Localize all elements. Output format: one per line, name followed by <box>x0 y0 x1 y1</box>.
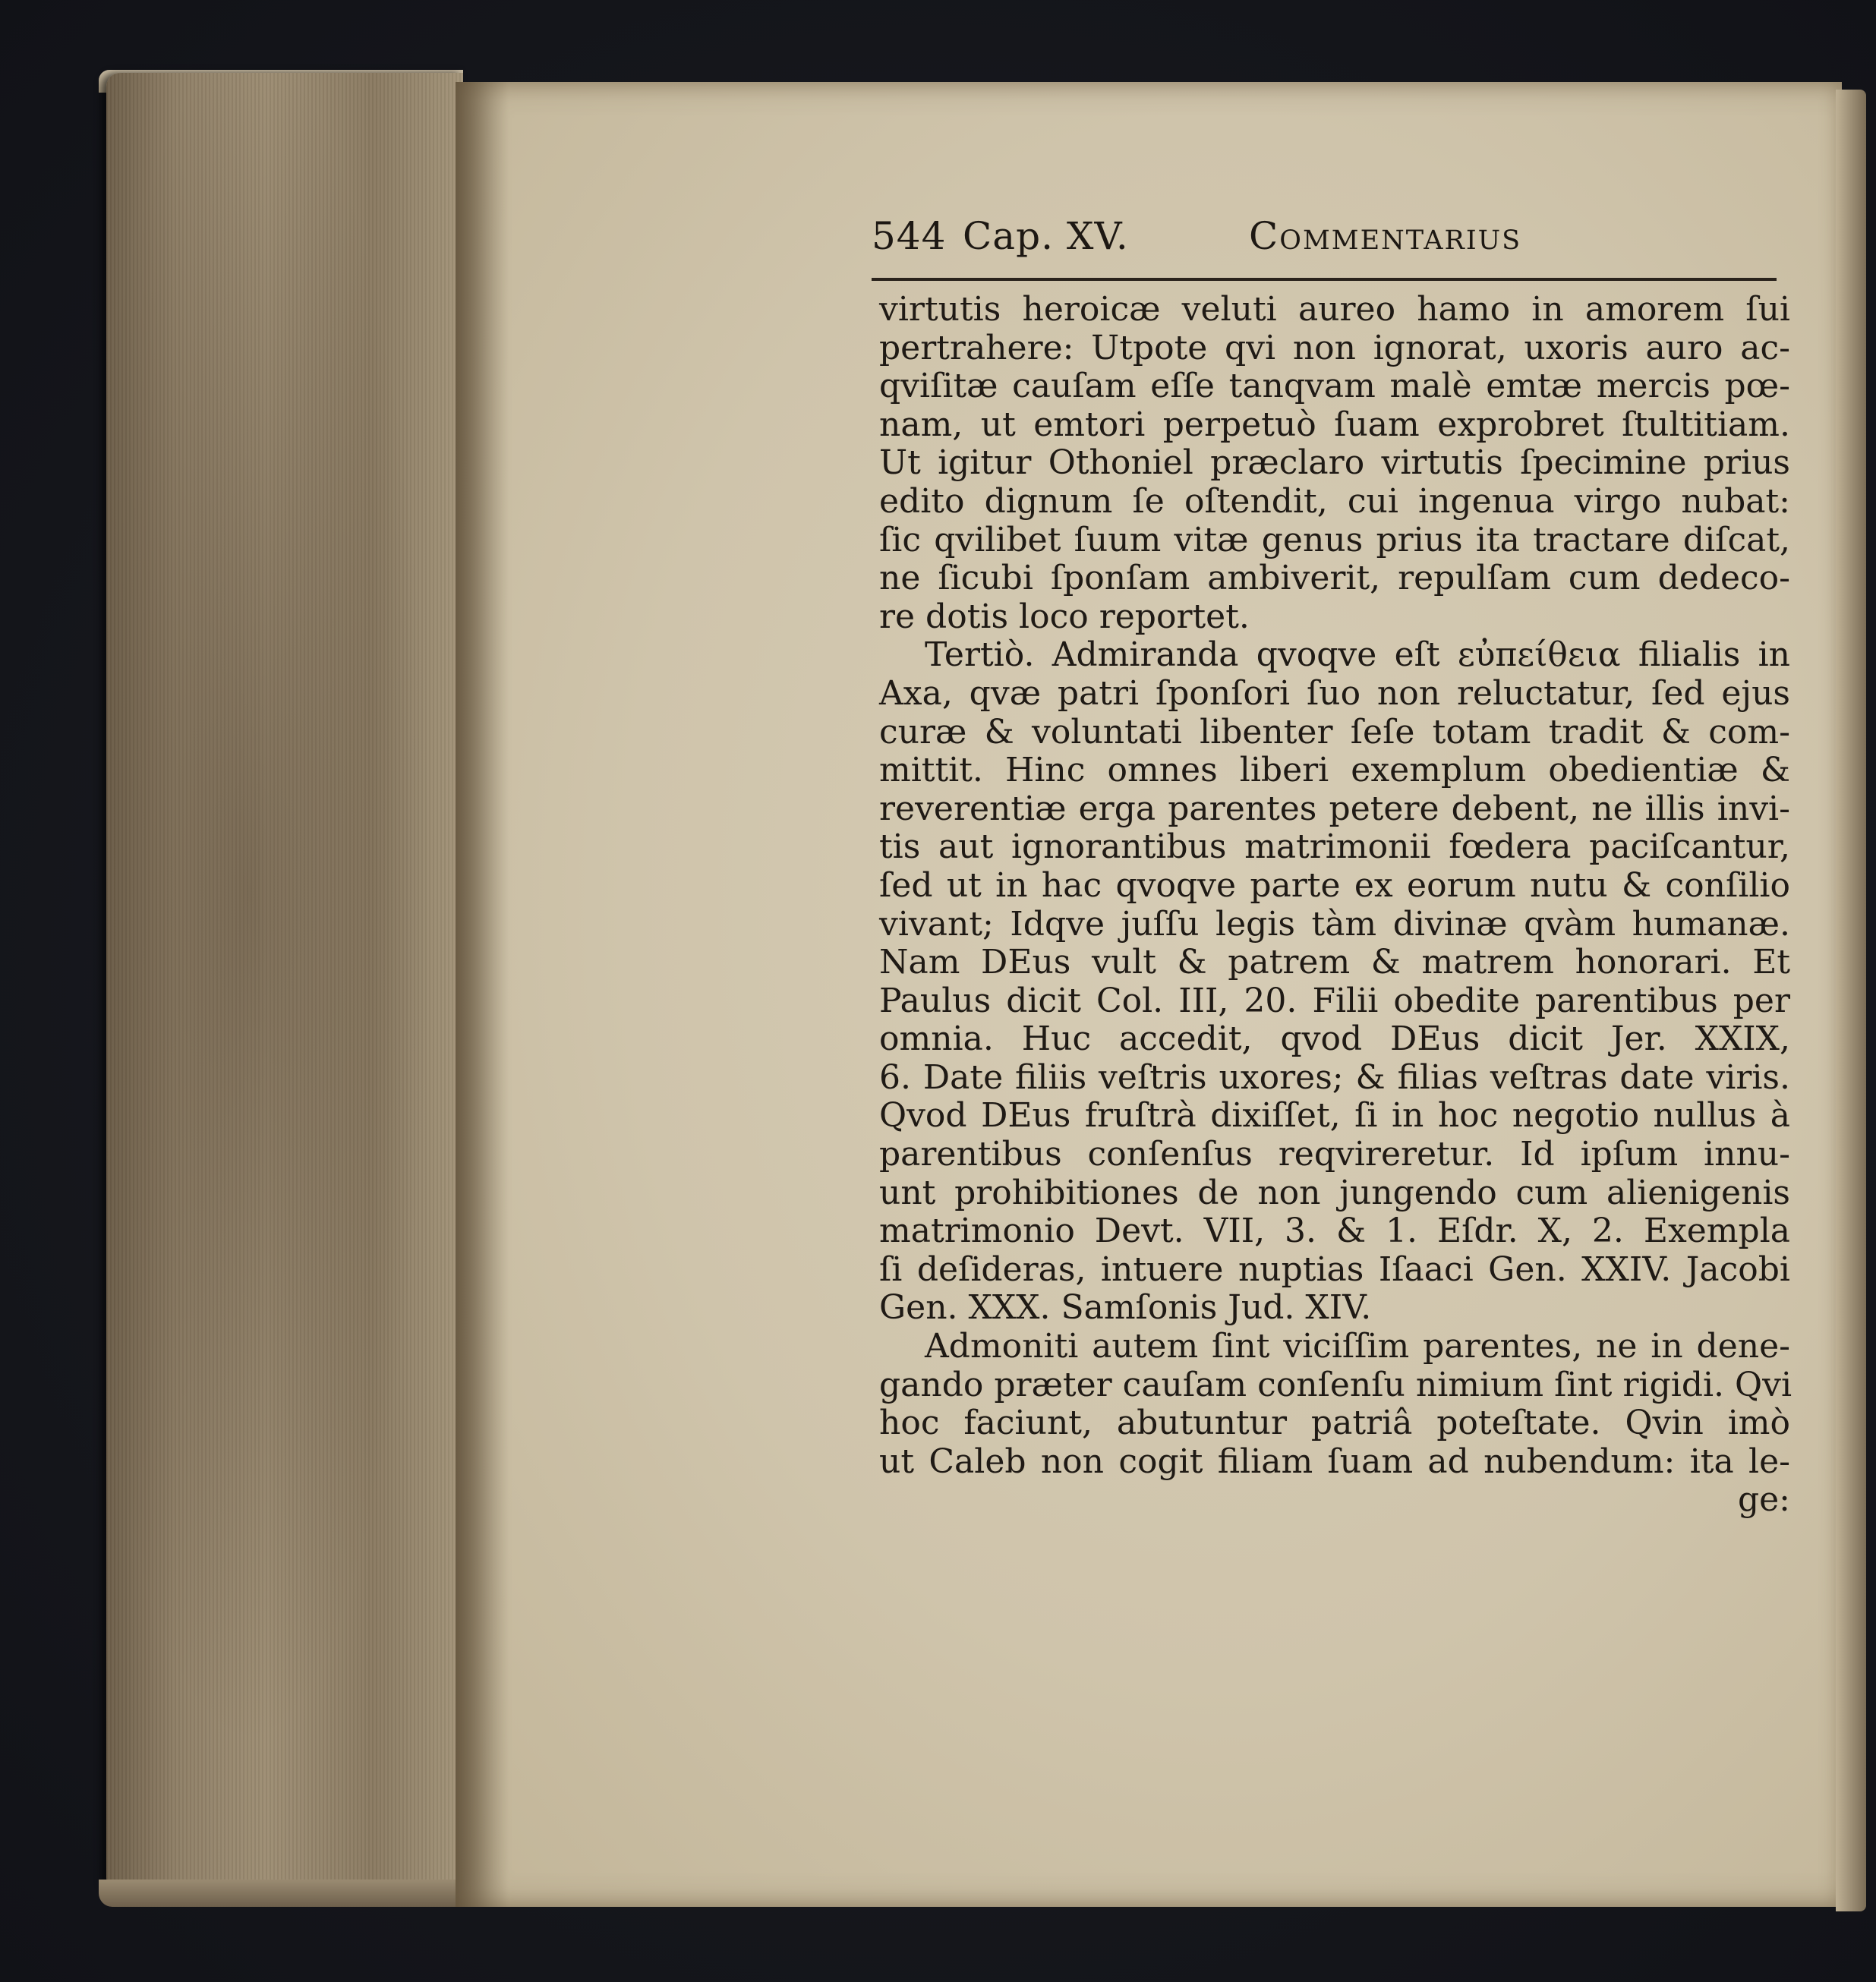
text-line: reverentiæ erga parentes petere debent, ne illis invi- <box>879 789 1790 828</box>
text-line: edito dignum ſe oſtendit, cui ingenua virgo nubat: <box>879 481 1790 521</box>
text-line: Ut igitur Othoniel præclaro virtutis ſpecimine prius <box>879 443 1790 483</box>
text-line: Tertiò. Admiranda qvoqve eſt εὐπείθεια filialis in <box>925 635 1790 675</box>
text-line: hoc faciunt, abutuntur patriâ poteſtate. Qvin imò <box>879 1404 1790 1443</box>
text-line: nam, ut emtori perpetuò ſuam exprobret ſtultitiam. <box>879 405 1790 444</box>
header-rule <box>872 278 1777 281</box>
running-head <box>872 214 1783 275</box>
text-line: Gen. XXX. Samſonis Jud. XIV. <box>879 1288 1372 1328</box>
text-line: virtutis heroicæ veluti aureo hamo in amorem ſui <box>879 290 1790 329</box>
text-line: re dotis loco reportet. <box>879 597 1250 636</box>
gutter-shadow <box>456 82 509 1907</box>
text-line: ſed ut in hac qvoqve parte ex eorum nutu & conſilio <box>879 865 1790 905</box>
text-line: ge: <box>1737 1480 1790 1520</box>
facing-page-edge <box>1836 90 1866 1911</box>
text-line: matrimonio Devt. VII, 3. & 1. Eſdr. X, 2. Exempla <box>879 1212 1790 1251</box>
text-line: tis aut ignorantibus matrimonii fœdera paciſcantur, <box>879 827 1790 867</box>
text-line: ſic qvilibet ſuum vitæ genus prius ita tractare diſcat, <box>879 520 1790 559</box>
chapter-label: Cap. XV. <box>963 214 1129 258</box>
text-line: vivant; Idqve juſſu legis tàm divinæ qvàm humanæ. <box>879 904 1790 944</box>
text-line: ut Caleb non cogit filiam ſuam ad nubendum: ita le- <box>879 1442 1790 1481</box>
text-line: pertrahere: Utpote qvi non ignorat, uxoris auro ac- <box>879 328 1790 367</box>
text-line: Nam DEus vult & patrem & matrem honorari. Et <box>879 943 1790 982</box>
text-line: ne ſicubi ſponſam ambiverit, repulſam cum dedeco- <box>879 559 1790 598</box>
text-line: qviſitæ cauſam eſſe tanqvam malè emtæ mercis pœ- <box>879 367 1790 406</box>
text-line: Qvod DEus fruſtrà dixiſſet, ſi in hoc negotio nullus à <box>879 1096 1790 1136</box>
text-line: unt prohibitiones de non jungendo cum alienigenis <box>879 1173 1790 1212</box>
text-line: ſi deſideras, intuere nuptias Iſaaci Gen. XXIV. Jacobi <box>879 1249 1790 1289</box>
text-line: curæ & voluntati libenter ſeſe totam tradit & com- <box>879 712 1790 752</box>
text-line: parentibus conſenſus reqvireretur. Id ipſum innu- <box>879 1135 1790 1174</box>
page-stack-edge <box>106 73 463 1895</box>
page-number: 544 <box>872 214 947 258</box>
text-line: gando præter cauſam conſenſu nimium ſint rigidi. Qvi <box>879 1365 1792 1404</box>
text-line: 6. Date filiis veſtris uxores; & filias veſtras date viris. <box>879 1057 1790 1097</box>
book-binding-bottom <box>99 1880 463 1907</box>
text-line: Axa, qvæ patri ſponſori ſuo non reluctatur, ſed ejus <box>879 673 1790 713</box>
text-line: Admoniti autem ſint viciſſim parentes, ne in dene- <box>925 1327 1790 1366</box>
text-line: omnia. Huc accedit, qvod DEus dicit Jer. XXIX, <box>879 1019 1790 1059</box>
text-line: mittit. Hinc omnes liberi exemplum obedientiæ & <box>879 751 1790 790</box>
text-line: Paulus dicit Col. III, 20. Filii obedite parentibus per <box>879 981 1790 1020</box>
body-text <box>879 291 1790 1520</box>
running-title: Commentarius <box>1249 214 1522 258</box>
